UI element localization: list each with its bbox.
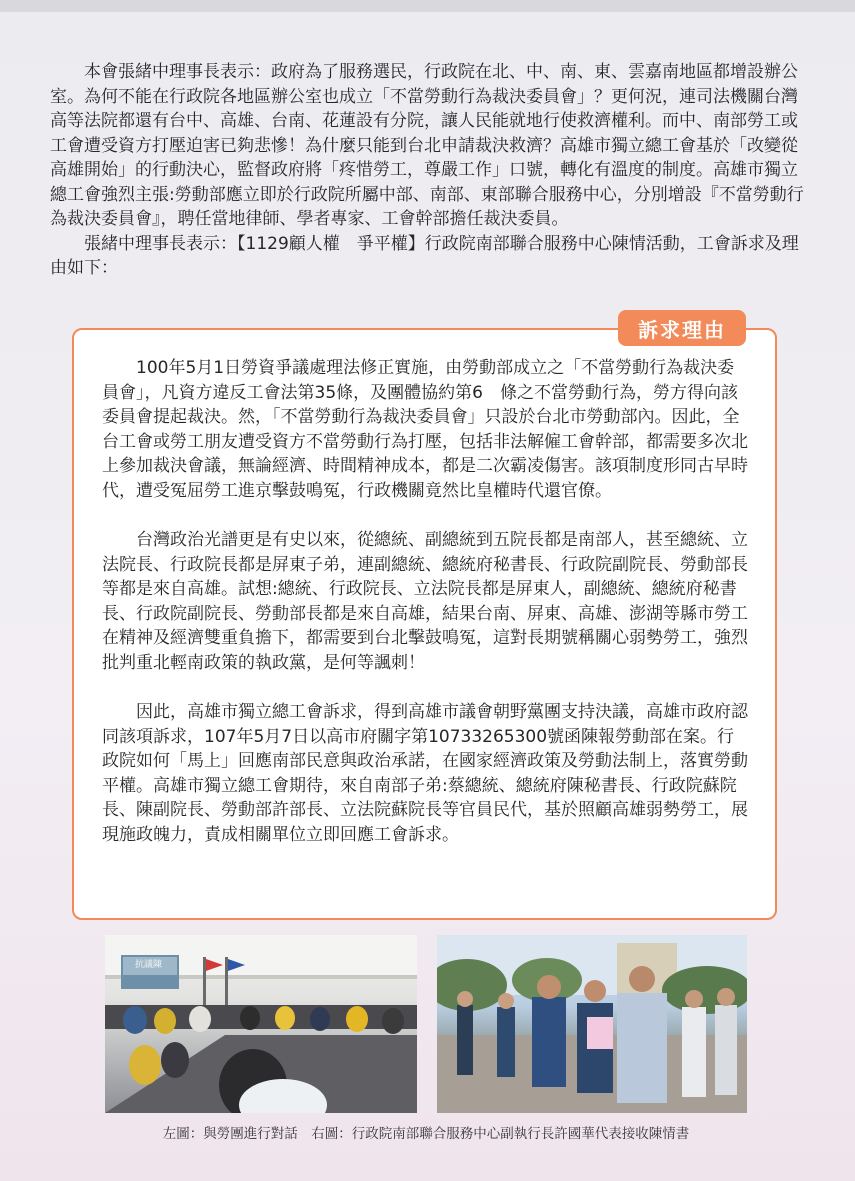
intro-paragraph-2: 張緒中理事長表示：【1129顧人權 爭平權】行政院南部聯合服務中心陳情活動，工會訴求及理由如下： (50, 233, 799, 278)
appeal-reasons-text (102, 356, 750, 872)
reason-paragraph-3: 因此，高雄市獨立總工會訴求，得到高雄市議會朝野黨團支持決議，高雄市政府認同該項訴求，107年5月7日以高市府關字第10733265300號函陳報勞動部在案。行政院如何「馬上」回應南部民意與政治承諾，在國家經濟政策及勞動法制上，落實勞動平權。高雄市獨立總工會期待，來自南部子弟:蔡總統、總統府陳秘書長、行政院蘇院長、陳副院長、勞動部許部長、立法院蘇院長等官員民代，基於照顧高雄弱勢勞工，展現施政魄力，責成相關單位立即回應工會訴求。 (102, 702, 748, 845)
meeting-photo (105, 935, 417, 1113)
meeting-banner-text: 抗議陳 (135, 960, 163, 970)
meeting-photo-illustration (105, 935, 417, 1113)
petition-photo (437, 935, 747, 1113)
intro-section (50, 60, 810, 281)
intro-paragraph-1: 本會張緒中理事長表示：政府為了服務選民，行政院在北、中、南、東、雲嘉南地區都增設辦公室。為何不能在行政院各地區辦公室也成立「不當勞動行為裁決委員會」？更何況，連司法機關台灣高等法院都還有台中、高雄、台南、花蓮設有分院，讓人民能就地行使救濟權利。而中、南部勞工或工會遭受資方打壓迫害已夠悲慘！為什麼只能到台北申請裁決救濟？高雄市獨立總工會基於「改變從高雄開始」的行動決心，監督政府將「疼惜勞工，尊嚴工作」口號，轉化有溫度的制度。高雄市獨立總工會強烈主張:勞動部應立即於行政院所屬中部、南部、東部聯合服務中心，分別增設『不當勞動行為裁決委員會』，聘任當地律師、學者專家、工會幹部擔任裁決委員。 (50, 62, 804, 229)
petition-photo-illustration (437, 935, 747, 1113)
top-edge-bar (0, 0, 855, 12)
appeal-reasons-tag: 訴求理由 (618, 310, 746, 346)
reason-paragraph-1: 100年5月1日勞資爭議處理法修正實施，由勞動部成立之「不當勞動行為裁決委員會」，凡資方違反工會法第35條，及團體協約第6 條之不當勞動行為，勞方得向該委員會提起裁決。然，「不當勞動行為裁決委員會」只設於台北市勞動部內。因此，全台工會或勞工朋友遭受資方不當勞動行為打壓，包括非法解僱工會幹部，都需要多次北上參加裁決會議，無論經濟、時間精神成本，都是二次霸凌傷害。該項制度形同古早時代，遭受冤屈勞工進京擊鼓鳴冤，行政機關竟然比皇權時代還官僚。 (102, 358, 748, 501)
photo-caption: 左圖：與勞團進行對話 右圖：行政院南部聯合服務中心副執行長許國華代表接收陳情書 (162, 1126, 690, 1142)
reason-paragraph-2: 台灣政治光譜更是有史以來，從總統、副總統到五院長都是南部人，甚至總統、立法院長、行政院長都是屏東子弟，連副總統、總統府秘書長、行政院副院長、勞動部長等都是來自高雄。試想:總統、行政院長、立法院長都是屏東人，副總統、總統府秘書長、行政院副院長、勞動部長都是來自高雄，結果台南、屏東、高雄、澎湖等縣市勞工在精神及經濟雙重負擔下，都需要到台北擊鼓鳴冤，這對長期號稱關心弱勢勞工，強烈批判重北輕南政策的執政黨，是何等諷刺！ (102, 530, 748, 673)
